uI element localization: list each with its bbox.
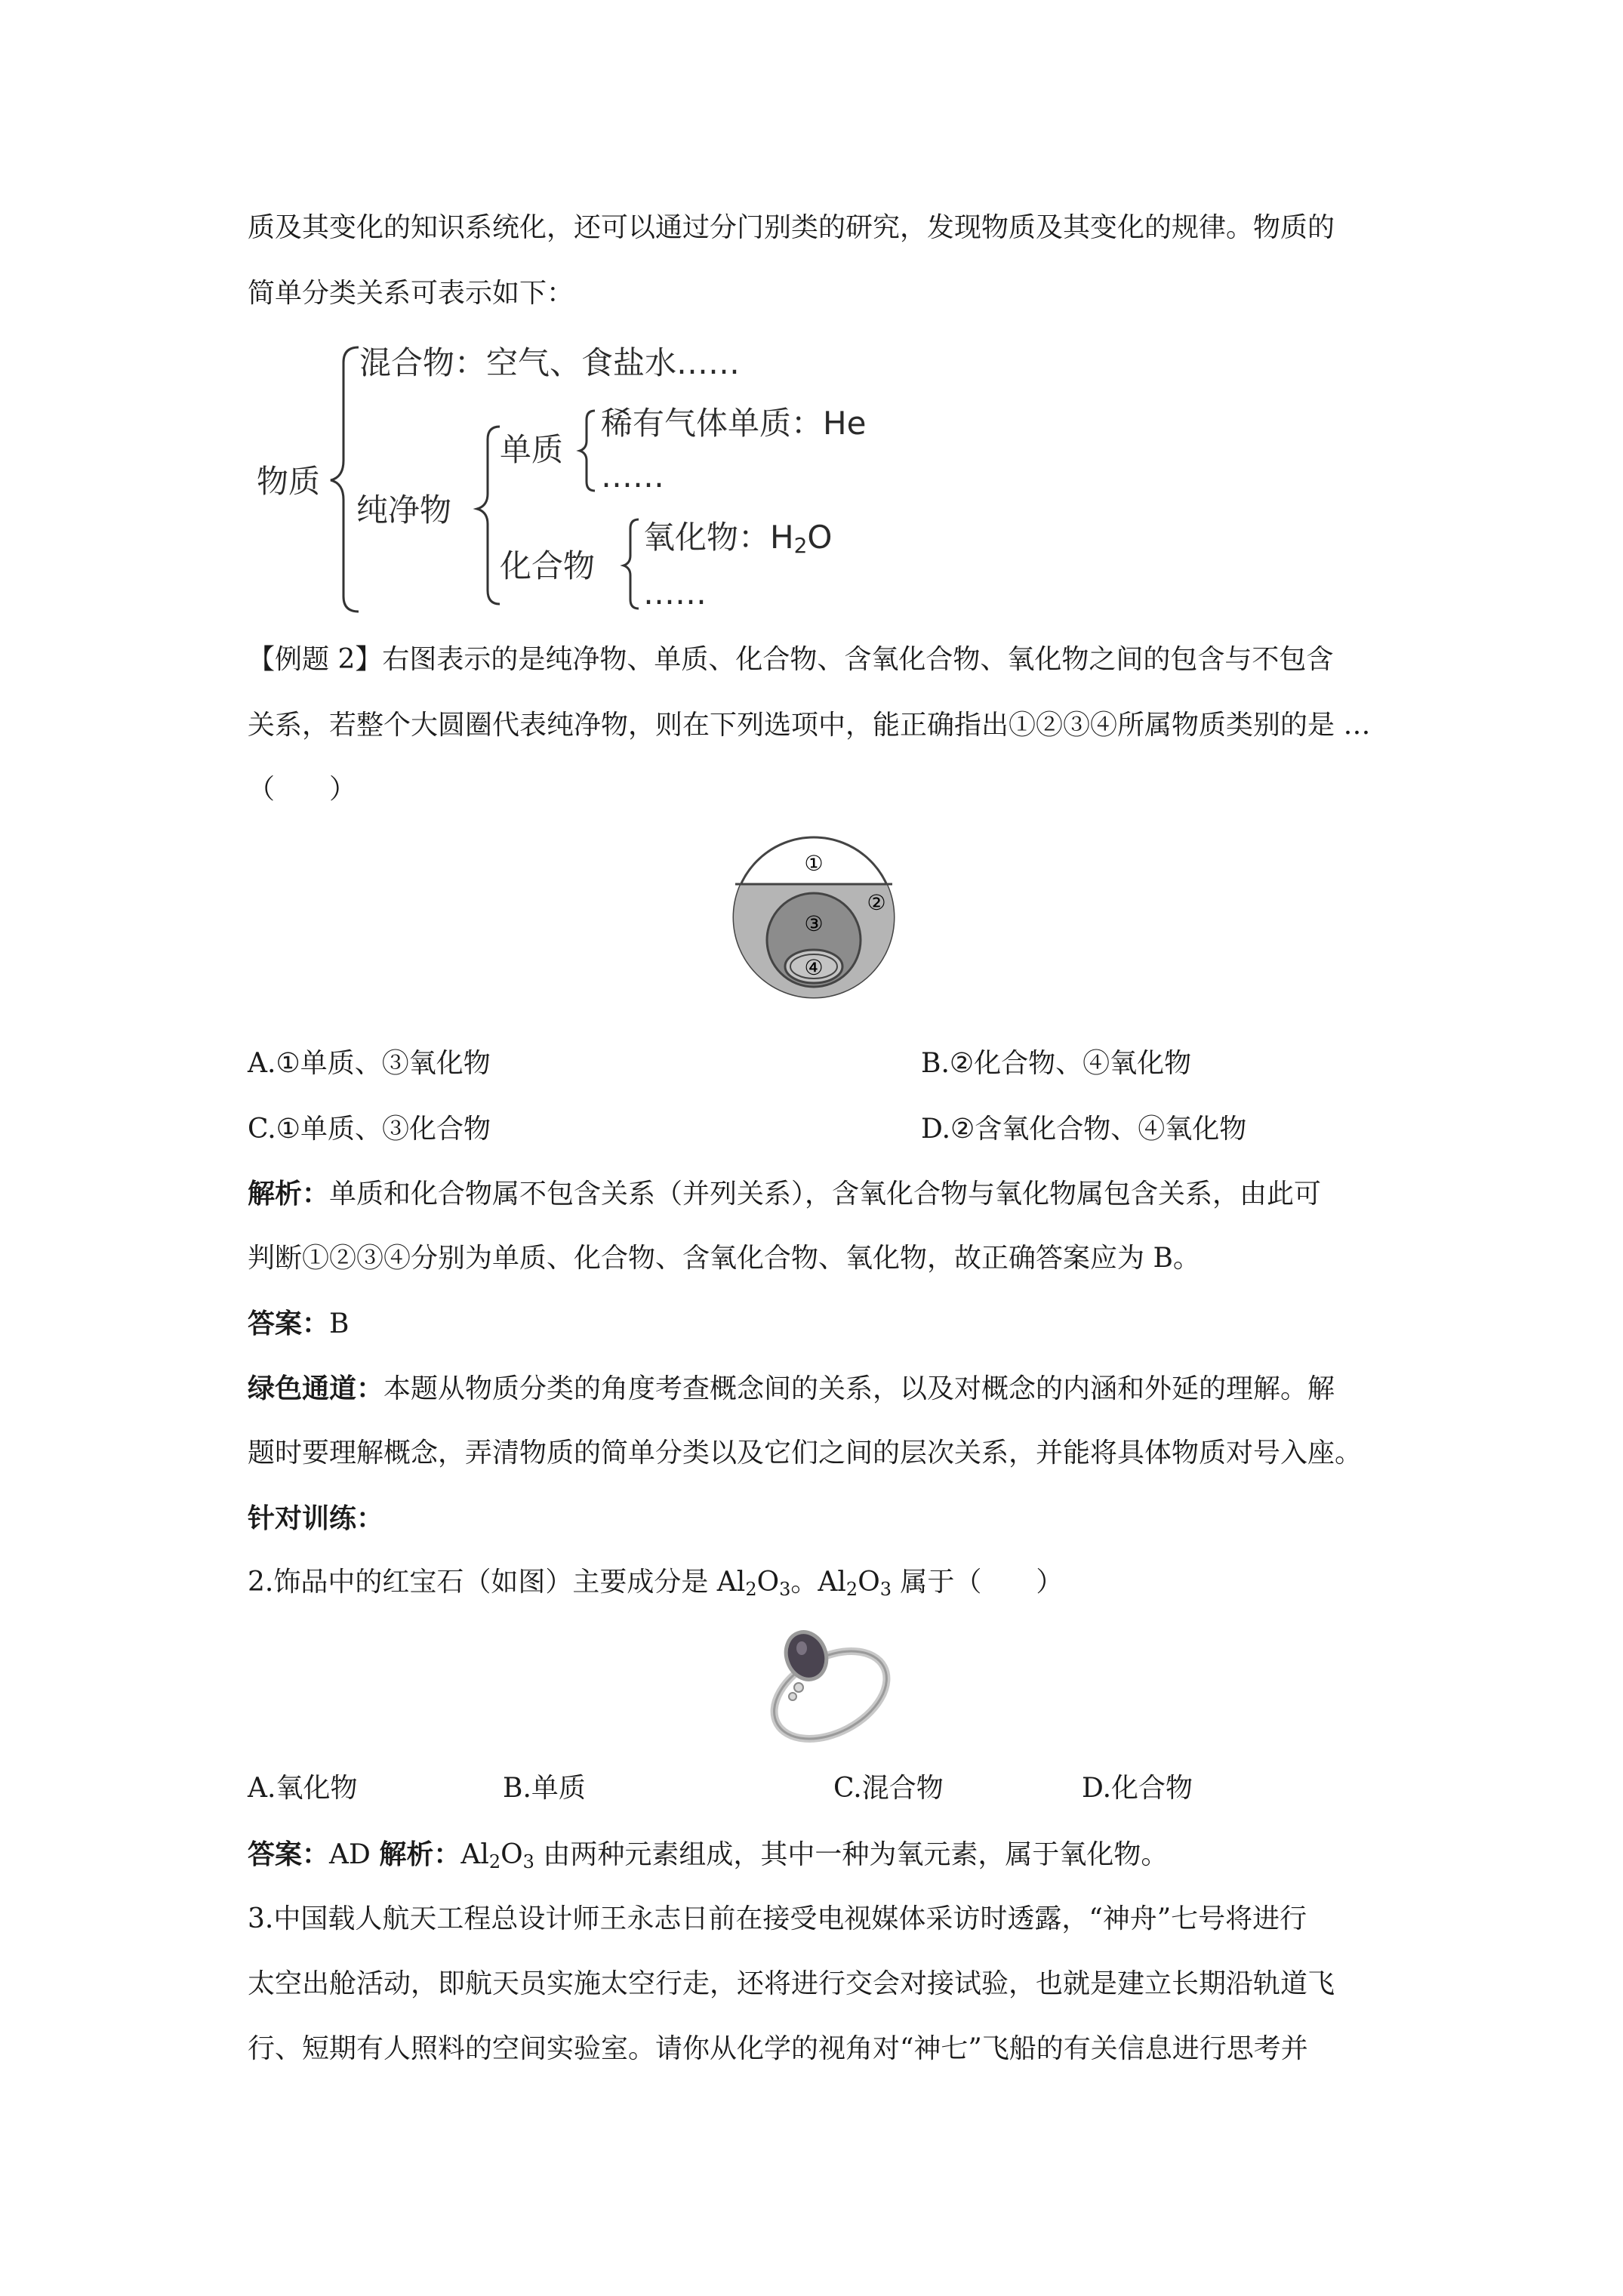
diagram-pure: 纯净物 [356, 492, 452, 529]
question-3-line-3: 行、短期有人照料的空间实验室。请你从化学的视角对“神七”飞船的有关信息进行思考并 [248, 2033, 1308, 2064]
option-b: B.②化合物、④氧化物 [921, 1048, 1192, 1079]
green-line-1: 绿色通道：本题从物质分类的角度考查概念间的关系，以及对概念的内涵和外延的理解。解 [248, 1373, 1335, 1404]
question-3-line-2: 太空出舱活动，即航天员实施太空行走，还将进行交会对接试验，也就是建立长期沿轨道飞 [248, 1968, 1335, 1999]
venn-label-3: ③ [804, 911, 824, 936]
example2-line-1: 【例题 2】右图表示的是纯净物、单质、化合物、含氧化合物、氧化物之间的包含与不包含 [248, 644, 1334, 675]
option-a: A.①单质、③氧化物 [248, 1048, 491, 1079]
q2-option-b: B.单质 [503, 1773, 586, 1804]
example2-line-3: （ ） [248, 774, 357, 805]
diagram-mixture: 混合物：空气、食盐水…… [359, 344, 741, 381]
green-line-2: 题时要理解概念，弄清物质的简单分类以及它们之间的层次关系，并能将具体物质对号入座。 [248, 1438, 1363, 1469]
diagram-element: 单质 [500, 431, 564, 468]
venn-label-4: ④ [804, 955, 824, 980]
diagram-compound: 化合物 [500, 547, 596, 584]
question-2: 2.饰品中的红宝石（如图）主要成分是 $Al_2O_3$。$Al_2O_3$ 属于（ ） [248, 1567, 1064, 1600]
diagram-root: 物质 [257, 463, 321, 500]
venn-label-1: ① [804, 851, 824, 876]
pure-brace [477, 427, 500, 604]
answer-line: 答案：B [248, 1308, 350, 1339]
root-brace [331, 347, 359, 612]
analysis-line-1: 解析：单质和化合物属不包含关系（并列关系），含氧化合物与氧化物属包含关系，由此可 [248, 1178, 1322, 1210]
venn-label-2: ② [867, 890, 886, 915]
option-c: C.①单质、③化合物 [248, 1114, 491, 1145]
question-3-line-1: 3.中国载人航天工程总设计师王永志日前在接受电视媒体采访时透露，“神舟”七号将进行 [248, 1903, 1307, 1934]
diagram-element-more: …… [601, 458, 664, 495]
compound-brace [624, 519, 639, 609]
example2-line-2: 关系，若整个大圆圈代表纯净物，则在下列选项中，能正确指出①②③④所属物质类别的是 … [248, 710, 1371, 741]
element-brace [580, 411, 595, 491]
venn-diagram [731, 834, 897, 1000]
analysis-line-2: 判断①②③④分别为单质、化合物、含氧化合物、氧化物，故正确答案应为 B。 [248, 1243, 1200, 1274]
q2-option-a: A.氧化物 [248, 1773, 358, 1804]
diagram-compound-more: …… [643, 575, 707, 612]
analysis-label: 解析： [248, 1178, 330, 1210]
q2-option-d: D.化合物 [1082, 1773, 1193, 1804]
diagram-oxide: 氧化物：$H_2O$ [643, 519, 833, 558]
q2-option-c: C.混合物 [833, 1773, 944, 1804]
option-d: D.②含氧化合物、④氧化物 [921, 1114, 1247, 1145]
training-label: 针对训练： [248, 1502, 384, 1534]
intro-line-1: 质及其变化的知识系统化，还可以通过分门别类的研究，发现物质及其变化的规律。物质的 [248, 212, 1335, 243]
diagram-noble-gas: 稀有气体单质：He [601, 405, 867, 442]
intro-line-2: 简单分类关系可表示如下： [248, 278, 574, 309]
q2-answer-line: 答案：AD 解析：$Al_2O_3$ 由两种元素组成，其中一种为氧元素，属于氧化物。 [248, 1838, 1169, 1872]
ruby-ring-image [762, 1612, 906, 1748]
